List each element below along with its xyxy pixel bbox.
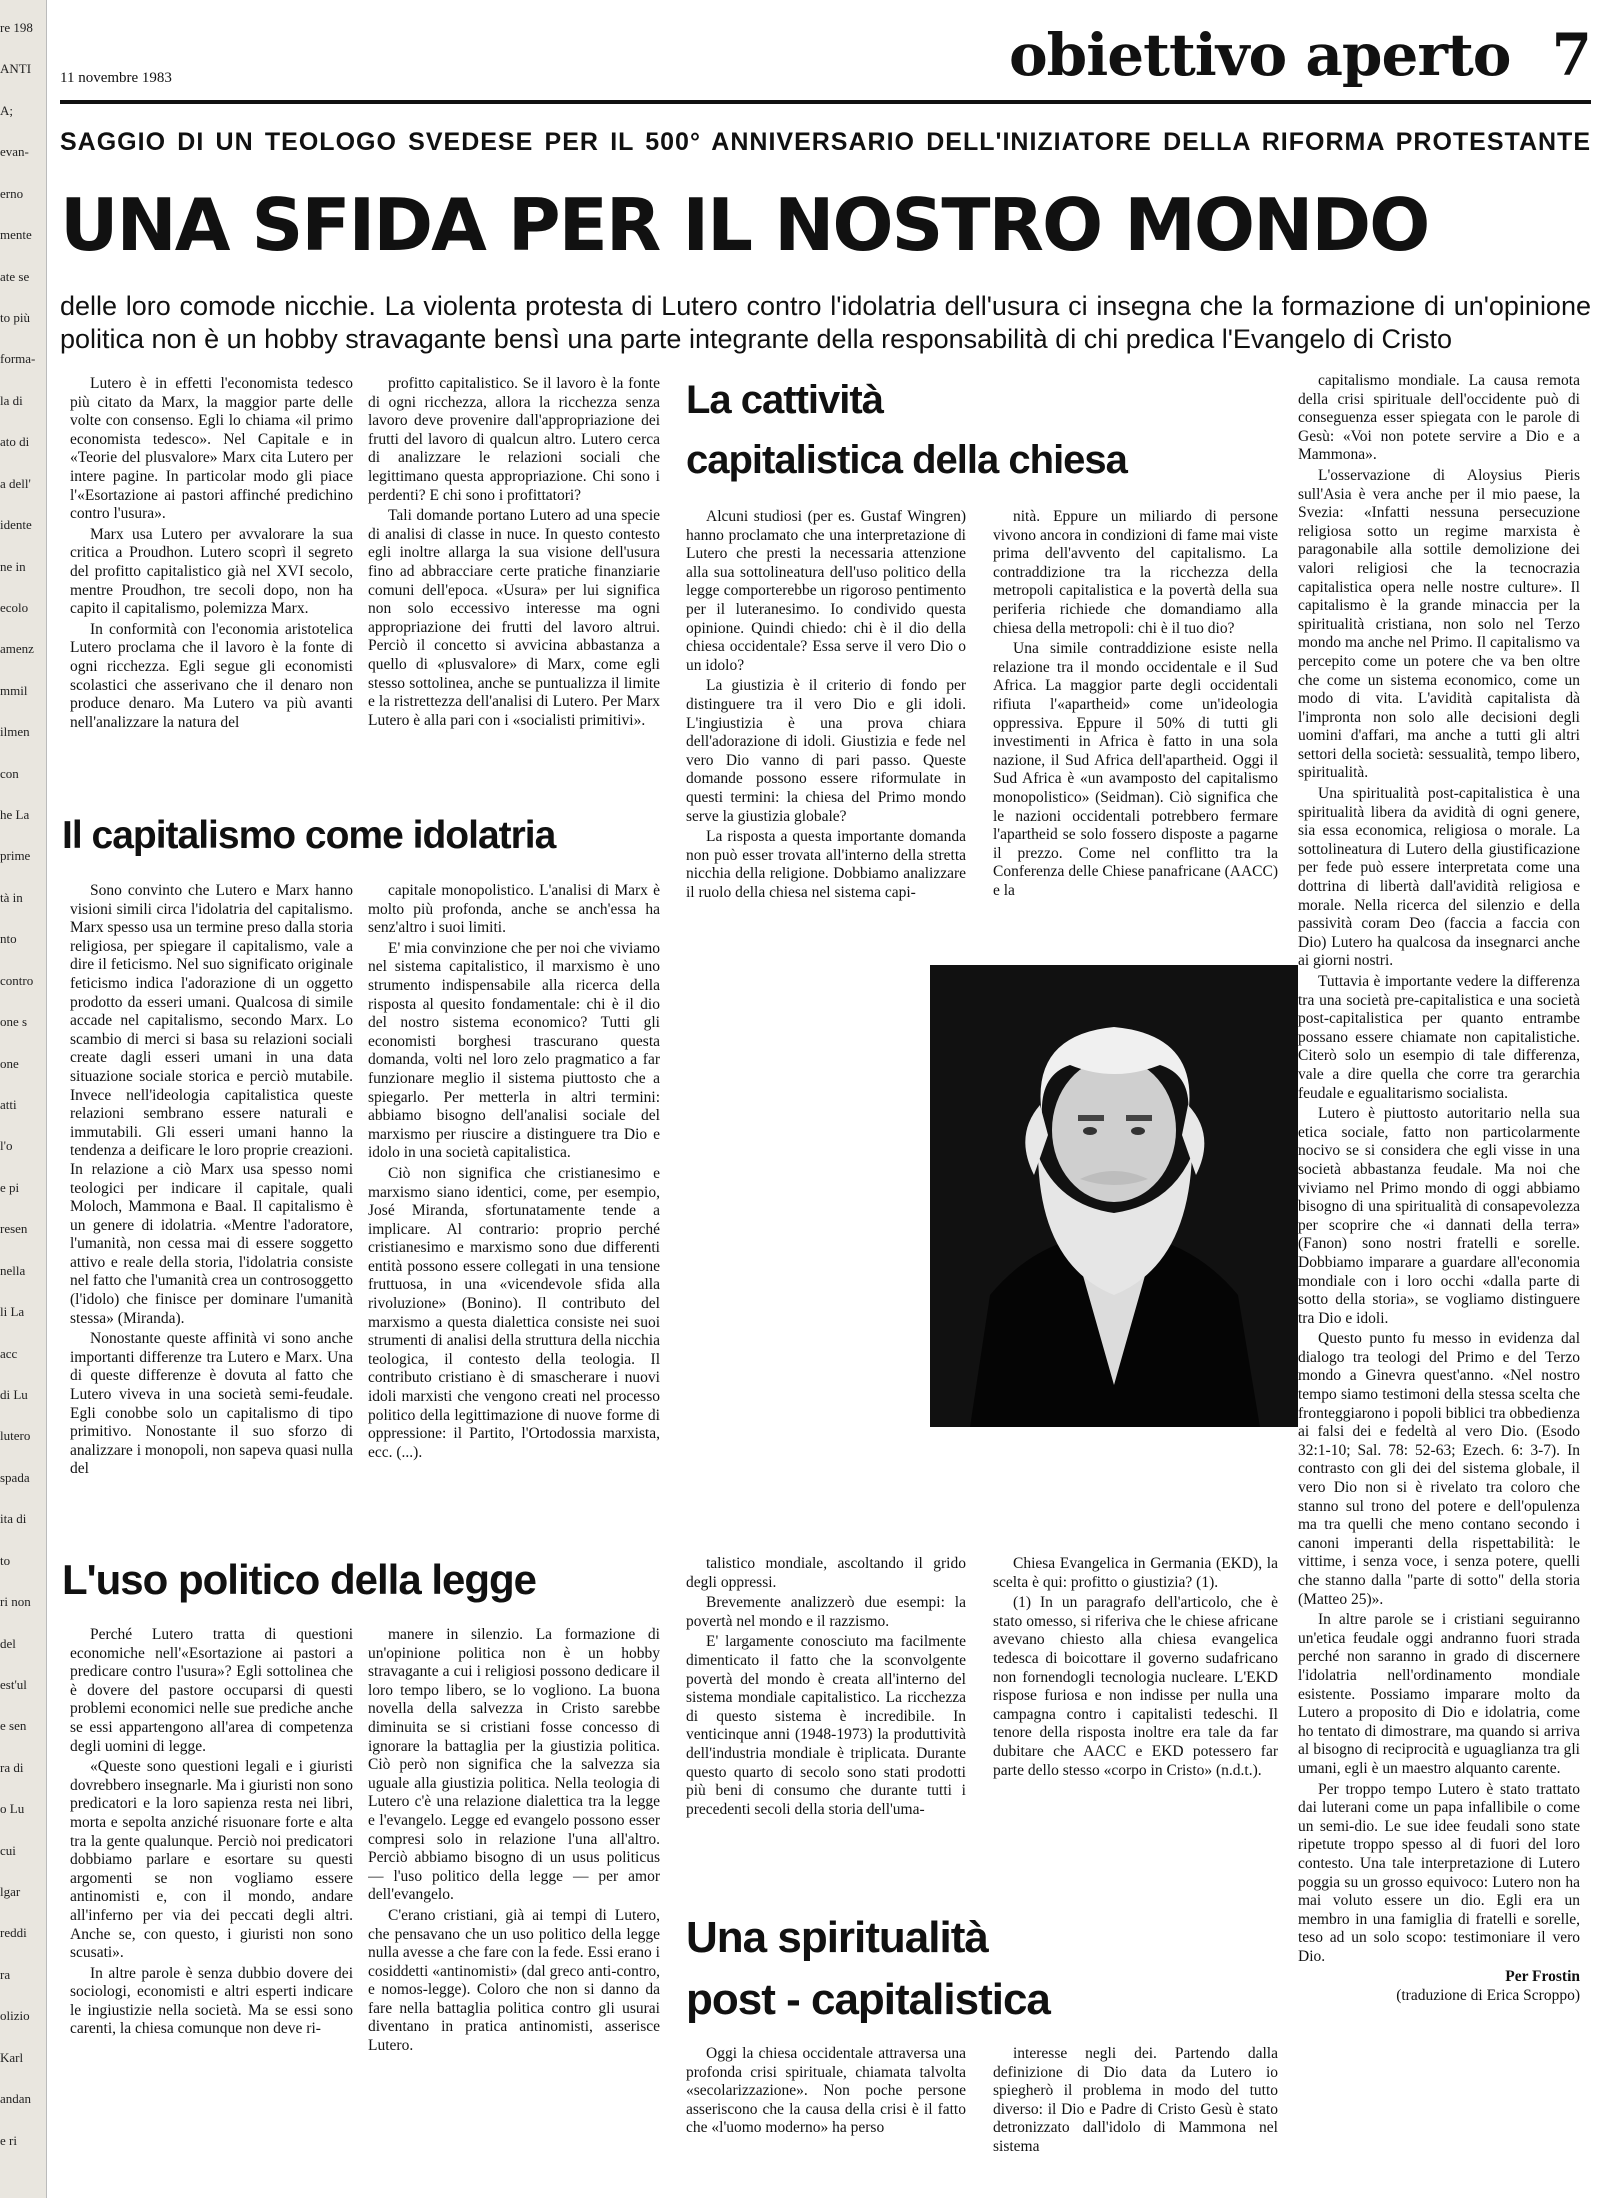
paragraph: Perché Lutero tratta di questioni economiche nell'«Esortazione ai pastori a predicare contro l'usura»? Egli sottolinea che è dovere del pastore occuparsi di questi problemi economici nelle sue prediche anche se essi appartengono all'area di competenza degli uomini di legge. bbox=[70, 1626, 353, 1755]
author-byline: Per Frostin bbox=[1505, 1968, 1580, 1986]
paragraph: E' largamente conosciuto ma facilmente dimenticato il fatto che la sconvolgente povertà del mondo è creata all'interno del sistema mondiale capitalistico. La ricchezza di questo sistema è incredibile. In venticinque anni (1948-1973) la produttività dell'industria mondiale è triplicata. Durante questo quarto di secolo sono stati prodotti più beni di consumo che durante tutti i precedenti secoli della storia dell'uma- bbox=[686, 1633, 966, 1818]
intro-column-1 bbox=[70, 375, 353, 795]
paragraph: C'erano cristiani, già ai tempi di Lutero, che pensavano che un uso politico della legge nulla avesse a che fare con la fede. Essi erano i cosiddetti «antinomisti» (dal greco anti-contro, e nomos-legge). Coloro che non si danno da fare nella battaglia politica contro gli usurai diventano in pratica antinomisti, asserisce Lutero. bbox=[368, 1906, 660, 2055]
masthead-rule bbox=[60, 100, 1591, 104]
translator-credit: (traduzione di Erica Scroppo) bbox=[1396, 1987, 1580, 2005]
lower-column-4 bbox=[993, 1555, 1278, 1885]
strip-fragment: re 198 bbox=[0, 20, 33, 35]
strip-fragment: ri non bbox=[0, 1594, 31, 1609]
strip-fragment: reddi bbox=[0, 1925, 27, 1940]
paragraph: In altre parole è senza dubbio dovere dei sociologi, economisti e altri esperti indicare le ingiustizie nella società. Ma se essi sono carenti, la chiesa comunque non deve ri- bbox=[70, 1964, 353, 2038]
strip-fragment: ra bbox=[0, 1967, 11, 1982]
paragraph: La giustizia è il criterio di fondo per distinguere tra il vero Dio e gli idoli. L'ingiustizia è una prova chiara dell'adorazione di idoli. Giustizia e fede nel vero Dio vanno di pari passo. Queste domande possono essere riformulate in questi termini: la chiesa del Primo mondo serve la giustizia globale? bbox=[686, 677, 966, 825]
paragraph: nità. Eppure un miliardo di persone vivono ancora in condizioni di fame mai viste prima dell'avvento del capitalismo. La contraddizione tra la ricchezza della metropoli capitalistica e la povertà della sua periferia richiede che domandiamo alla chiesa della metropoli: chi è il tuo dio? bbox=[993, 508, 1278, 637]
strip-fragment: di Lu bbox=[0, 1387, 28, 1402]
paragraph: (1) In un paragrafo dell'articolo, che è stato omesso, si riferiva che le chiese africane avevano chiesto alla chiesa evangelica tedesca di boicottare il governo sudafricano non fornendogli tecnologia nucleare. L'EKD rispose furiosa e non indisse per nulla una campagna contro i capitalisti tedeschi. Il tenore della risposta inoltre era tale da far dubitare che AACC e EKD potessero far parte dello stesso «corpo in Cristo» (n.d.t.). bbox=[993, 1594, 1278, 1779]
strip-fragment: li La bbox=[0, 1304, 25, 1319]
paragraph: Oggi la chiesa occidentale attraversa una profonda crisi spirituale, chiamata talvolta «secolarizzazione». Non poche persone asseriscono che la causa della crisi è il fatto che «l'uomo moderno» ha perso bbox=[686, 2045, 966, 2137]
paragraph: capitale monopolistico. L'analisi di Marx è molto più profonda, anche se anch'essa ha senz'altro i suoi limiti. bbox=[368, 882, 660, 937]
spiritualita-column-1 bbox=[686, 2045, 966, 2170]
strip-fragment: lgar bbox=[0, 1884, 21, 1899]
strip-fragment: evan- bbox=[0, 144, 29, 159]
strip-fragment: ate se bbox=[0, 269, 30, 284]
strip-fragment: ilmen bbox=[0, 724, 30, 739]
strip-fragment: tà in bbox=[0, 890, 23, 905]
intro-column-2 bbox=[368, 375, 660, 795]
strip-fragment: prime bbox=[0, 848, 31, 863]
right-column bbox=[1298, 372, 1580, 2155]
spiritualita-column-2 bbox=[993, 2045, 1278, 2170]
paragraph: Tuttavia è importante vedere la differenza tra una società pre-capitalistica e una società post-capitalistica per quanto entrambe possano essere chiamate non capitalistiche. Citerò solo un esempio di tale differenza, vale a dire quella che corre tra gerarchia feudale e egualitarismo socialista. bbox=[1298, 973, 1580, 1102]
paragraph: L'osservazione di Aloysius Pieris sull'Asia è vera anche per il mio paese, la Svezia: «Infatti nessuna persecuzione religiosa sotto un regime marxista è paragonabile alla sottile demolizione dei valori religiosi che la tecnocrazia capitalistica opera nelle nostre culture». Il capitalismo è la grande minaccia per la spiritualità cristiana, non solo nel Terzo mondo ma anche nel Primo. Il capitalismo va percepito come un potere che va ben oltre che come un sistema economico, come un modo di vita. L'avidità capitalista dà l'impronta non solo alle decisioni degli uomini d'affari, ma anche a tutti gli altri settori della società: sessualità, tempo libero, spiritualità. bbox=[1298, 466, 1580, 782]
strip-fragment: e sen bbox=[0, 1718, 27, 1733]
strip-fragment: la di bbox=[0, 393, 23, 408]
strip-fragment: atti bbox=[0, 1097, 17, 1112]
idolatria-column-2 bbox=[368, 882, 660, 1537]
strip-fragment: mmil bbox=[0, 683, 28, 698]
paragraph: Chiesa Evangelica in Germania (EKD), la scelta è qui: profitto o giustizia? (1). bbox=[993, 1555, 1278, 1591]
strip-fragment: resen bbox=[0, 1221, 28, 1236]
adjacent-page-strip bbox=[0, 0, 47, 2198]
right-column-body bbox=[1298, 372, 1580, 1966]
paragraph: Alcuni studiosi (per es. Gustaf Wingren) hanno proclamato che una interpretazione di Lutero che presti la necessaria attenzione alla sua sottolineatura dell'uso politico della legge comporterebbe un rigoroso pentimento per il luteranesimo. Io condivido questa opinione. Quindi chiedo: chi è il dio della chiesa occidentale? Essa serve il vero Dio o un idolo? bbox=[686, 508, 966, 674]
strip-fragment: a dell' bbox=[0, 476, 31, 491]
strip-fragment: one s bbox=[0, 1014, 28, 1029]
paragraph: «Queste sono questioni legali e i giuristi dovrebbero insegnarle. Ma i giuristi non sono predicatori e la loro sapienza resta nei libri, morta e sepolta anziché risuonare forte e alta tra la gente qualunque. Perciò noi predicatori dobbiamo parlare e esortare su questi argomenti se non vogliamo essere antinomisti e, con il mondo, andare all'inferno per via dei peccati degli altri. Anche se, con questo, i giuristi non sono scusati». bbox=[70, 1758, 353, 1962]
cattivita-column-1 bbox=[686, 508, 966, 933]
subhead-spiritualita-line2: post - capitalistica bbox=[686, 1975, 1050, 2024]
strip-fragment: to più bbox=[0, 310, 30, 325]
paragraph: Sono convinto che Lutero e Marx hanno visioni simili circa l'idolatria del capitalismo. Marx spesso usa un termine preso dalla storia religiosa, per spiegare il capitalismo, vale a dire il feticismo. Nel suo significato originale feticismo indica l'adorazione di un oggetto prodotto da esseri umani. Qualcosa di simile accade nel capitalismo, secondo Marx. Lo scambio di merci si basa su relazioni sociali create dagli esseri umani in una data situazione sociale storica e perciò mutabile. Invece nell'ideologia capitalistica queste relazioni sembrano essere naturali e immutabili. Gli esseri umani hanno la tendenza a deificare le loro proprie creazioni. In relazione a ciò Marx usa spesso nomi teologici per indicare il capitale, quali Moloch, Mammona e Baal. Il capitalismo è un genere di idolatria. «Mentre l'adoratore, l'umanità, non cessa mai di essere soggetto attivo e reale della storia, l'idolatria consiste nel fatto che l'umanità crea un controsoggetto (l'idolo) che finisce per dominare l'umanità stessa» (Miranda). bbox=[70, 882, 353, 1327]
paragraph: talistico mondiale, ascoltando il grido degli oppressi. bbox=[686, 1555, 966, 1591]
strip-fragment: e pi bbox=[0, 1180, 20, 1195]
strip-fragment: ato di bbox=[0, 434, 30, 449]
strip-fragment: he La bbox=[0, 807, 30, 822]
subhead-uso-politico: L'uso politico della legge bbox=[62, 1556, 537, 1603]
strip-fragment: contro bbox=[0, 973, 34, 988]
strip-fragment: ra di bbox=[0, 1760, 24, 1775]
strip-fragment: l'o bbox=[0, 1138, 13, 1153]
strip-fragment: acc bbox=[0, 1346, 18, 1361]
paragraph: E' mia convinzione che per noi che viviamo nel sistema capitalistico, il marxismo è uno strumento indispensabile alla ricerca della risposta al quesito fondamentale: chi è il dio del nostro sistema economico? Tutti gli economisti borghesi trascurano questa domanda, volti nel loro zelo pragmatico a far funzionare meglio il sistema piuttosto che a spiegarlo. Per metterla in altri termini: abbiamo bisogno dell'analisi sociale del marxismo per riuscire a distinguere tra Dio e idolo in una società capitalistica. bbox=[368, 939, 660, 1162]
section-masthead bbox=[1009, 20, 1591, 90]
strip-fragment: con bbox=[0, 766, 19, 781]
strip-fragment: del bbox=[0, 1636, 16, 1651]
strip-fragment: spada bbox=[0, 1470, 30, 1485]
issue-date: 11 novembre 1983 bbox=[60, 70, 172, 86]
article-deck: delle loro comode nicchie. La violenta protesta di Lutero contro l'idolatria dell'usura ci insegna che la formazione di un'opinione politica non è un hobby stravagante bensì una parte integrante della responsabilità di chi predica l'Evangelo di Cristo bbox=[60, 291, 1591, 354]
paragraph: manere in silenzio. La formazione di un'opinione politica non è un hobby stravagante a cui i religiosi possono dedicare il loro tempo libero, se lo vogliono. La buona novella della salvezza in Cristo sarebbe diminuita se si cristiani fosse concesso di ignorare la battaglia per la giustizia politica. Ciò però non significa che la salvezza sia uguale alla giustizia politica. Nella teologia di Lutero c'è una relazione dialettica tra la legge e l'evangelo. Legge ed evangelo possono esser compresi solo in relazione l'una all'altro. Perciò abbiamo bisogno di un usus politicus — l'uso politico della legge — per amor dell'evangelo. bbox=[368, 1626, 660, 1904]
paragraph: Per troppo tempo Lutero è stato trattato dai luterani come un papa infallibile o come un semi-dio. Le sue idee feudali sono state ripetute troppo spesso al di fuori del loro contesto. Una tale interpretazione di Lutero poggia su un grosso equivoco: Lutero non ha mai voluto essere un dio. Egli era un membro in una famiglia di fratelli e sorelle, teso ad un solo scopo: testimoniare il vero Dio. bbox=[1298, 1780, 1580, 1965]
paragraph: Nonostante queste affinità vi sono anche importanti differenze tra Lutero e Marx. Una di queste differenze è dovuta al fatto che Lutero viveva in una società semi-feudale. Egli conobbe solo un capitalismo di tipo primitivo. Nonostante il suo sforzo di analizzare i monopoli, non sapeva quasi nulla del bbox=[70, 1330, 353, 1478]
strip-fragment: forma- bbox=[0, 351, 36, 366]
marx-portrait-photo bbox=[930, 965, 1298, 1427]
legge-column-1 bbox=[70, 1626, 353, 2171]
strip-fragment: nto bbox=[0, 931, 17, 946]
strip-fragment: erno bbox=[0, 186, 24, 201]
lower-column-3 bbox=[686, 1555, 966, 1885]
paragraph: Tali domande portano Lutero ad una specie di analisi di classe in nuce. In questo contesto egli inoltre allarga la sua visione dell'usura fino ad abbracciare certe pratiche finanziarie comuni dell'epoca. «Usura» per lui significa non solo eccessivo interesse ma ogni appropriazione dei frutti del lavoro altrui. Perciò il concetto si avvicina abbastanza a quello di «plusvalore» di Marx, come egli stesso sottolinea, anche se puntualizza il limite e la ristrettezza dell'analisi di Lutero. Per Marx Lutero è alla pari con i «socialisti primitivi». bbox=[368, 507, 660, 729]
page-number: 7 bbox=[1551, 21, 1591, 89]
strip-fragment: one bbox=[0, 1056, 19, 1071]
portrait-illustration bbox=[930, 965, 1298, 1427]
subhead-spiritualita-line1: Una spiritualità bbox=[686, 1913, 988, 1962]
section-title: obiettivo aperto bbox=[1008, 21, 1511, 89]
subhead-capitalismo-idolatria: Il capitalismo come idolatria bbox=[62, 814, 556, 857]
paragraph: Una spiritualità post-capitalistica è una spiritualità libera da avidità di ogni genere, sia essa economica, religiosa o morale. La sottolineatura di Lutero della giustificazione per fede può essere interpretata come una dottrina di libertà dall'avidità religiosa e morale. Nella ricerca del silenzio e della passività coram Deo (faccia a faccia con Dio) Lutero ha qualcosa da insegnarci anche ai giorni nostri. bbox=[1298, 785, 1580, 970]
paragraph: capitalismo mondiale. La causa remota della crisi spirituale dell'occidente può di conseguenza esser spiegata con le parole di Gesù: «Voi non potete servire a Dio e a Mammona». bbox=[1298, 372, 1580, 464]
strip-fragment: olizio bbox=[0, 2008, 30, 2023]
strip-fragment: idente bbox=[0, 517, 32, 532]
strip-fragment: cui bbox=[0, 1843, 16, 1858]
strip-fragment: ne in bbox=[0, 559, 26, 574]
strip-fragment: lutero bbox=[0, 1428, 31, 1443]
paragraph: In altre parole se i cristiani seguiranno un'etica feudale oggi andranno fuori strada perché non saranno in grado di discernere l'idolatria nell'ordinamento mondiale esistente. Possiamo imparare molto da Lutero a proposito di Dio e idolatria, come ho tentato di dimostrare, ma quando si arriva al bisogno di reciprocità e uguaglianza tra gli umani, egli è un maestro alquanto carente. bbox=[1298, 1611, 1580, 1777]
paragraph: Questo punto fu messo in evidenza dal dialogo tra teologi del Primo e del Terzo mondo a Ginevra quest'anno. «Nel nostro tempo siamo testimoni della stessa scelta che fronteggiarono i popoli biblici tra obbedienza ai falsi dei e fedeltà al vero Dio. (Esodo 32:1-10; Sal. 78: 52-63; Ezech. 6: 3-7). In contrasto con gli dei del sistema globale, il vero Dio non si è rivelato tra coloro che stanno sul trono del potere e dell'opulenza ma tra quelli che meno contano secondo i canoni imperanti della rispettabilità: le vittime, i senza voce, i senza potere, quelli che stanno dalla "parte di sotto" della storia (Matteo 25)». bbox=[1298, 1330, 1580, 1608]
paragraph: In conformità con l'economia aristotelica Lutero proclama che il lavoro è la fonte di ogni ricchezza. Egli segue gli economisti scolastici che asserivano che il denaro non produce denaro. Ma Lutero va più avanti nell'analizzare la natura del bbox=[70, 620, 353, 731]
article-kicker: SAGGIO DI UN TEOLOGO SVEDESE PER IL 500° ANNIVERSARIO DELL'INIZIATORE DELLA RIFORMA PROTESTANTE bbox=[60, 128, 1591, 156]
strip-fragment: mente bbox=[0, 227, 32, 242]
subhead-cattivita-line2: capitalistica della chiesa bbox=[686, 438, 1127, 482]
paragraph: Marx usa Lutero per avvalorare la sua critica a Proudhon. Lutero scoprì il segreto del profitto capitalistico già nel XVI secolo, mentre Proudhon, tre secoli dopo, non ha capito il capitalismo, polemizza Marx. bbox=[70, 525, 353, 618]
subhead-cattivita-line1: La cattività bbox=[686, 378, 883, 422]
strip-fragment: Karl bbox=[0, 2050, 24, 2065]
strip-fragment: andan bbox=[0, 2091, 32, 2106]
paragraph: Lutero è in effetti l'economista tedesco più citato da Marx, la maggior parte delle volte con consenso. Egli lo chiama «il primo economista tedesco». Nel Capitale e in «Teorie del plusvalore» Marx cita Lutero per intere pagine. In particolar modo gli piace l'«Esortazione ai pastori affinché predichino contro l'usura». bbox=[70, 375, 353, 523]
strip-fragment: nella bbox=[0, 1263, 26, 1278]
cattivita-column-2 bbox=[993, 508, 1278, 933]
legge-column-2 bbox=[368, 1626, 660, 2171]
paragraph: Una simile contraddizione esiste nella relazione tra il mondo occidentale e il Sud Africa. La maggior parte degli occidentali rifiuta l'«apartheid» come un'ideologia oppressiva. Eppure il 50% di tutti gli investimenti in Africa è fatto in una sola nazione, il Sud Africa dell'apartheid. Oggi il Sud Africa è «un avamposto del capitalismo monopolistico» (Seidman). Ciò significa che le nazioni occidentali potrebbero fermare l'apartheid se solo fossero disposte a pagarne il prezzo. Come nel conflitto tra la Conferenza delle Chiese panafricane (AACC) e la bbox=[993, 640, 1278, 899]
paragraph: profitto capitalistico. Se il lavoro è la fonte di ogni ricchezza, allora la ricchezza senza lavoro deve provenire dall'appropriazione dei frutti del lavoro di qualcun altro. Lutero cerca di analizzare le relazioni sociali che legittimano questa appropriazione. Chi sono i perdenti? E chi sono i profittatori? bbox=[368, 375, 660, 504]
strip-fragment: ita di bbox=[0, 1511, 27, 1526]
strip-fragment: ecolo bbox=[0, 600, 29, 615]
paragraph: Ciò non significa che cristianesimo e marxismo siano identici, come, per esempio, José Miranda, sfortunatamente tende a implicare. Al contrario: proprio perché cristianesimo e marxismo sono due differenti entità possono essere collegati in una tensione fruttuosa, in una «vicendevole sfida alla rivoluzione» (Bonino). Il contributo del marxismo a questa dialettica consiste nei suoi strumenti di analisi della struttura della nicchia teologica, il contesto della teologia. Il contributo cristiano è di smascherare i nuovi idoli marxisti che vengono creati nel processo politico della legittimazione di nuove forme di oppressione: il Partito, l'Ortodossia marxista, ecc. (...). bbox=[368, 1164, 660, 1461]
strip-fragment: to bbox=[0, 1553, 11, 1568]
paragraph: La risposta a questa importante domanda non può esser trovata all'interno della stretta nicchia della religione. Dobbiamo analizzare il ruolo della chiesa nel sistema capi- bbox=[686, 828, 966, 901]
strip-fragment: est'ul bbox=[0, 1677, 27, 1692]
strip-fragment: ANTI bbox=[0, 61, 32, 76]
paragraph: interesse negli dei. Partendo dalla definizione di Dio data da Lutero io spiegherò il problema in modo del tutto diverso: il Dio e Padre di Cristo Gesù è stato detronizzato dall'idolo di Mammona nel sistema bbox=[993, 2045, 1278, 2155]
article-headline: UNA SFIDA PER IL NOSTRO MONDO bbox=[60, 183, 1429, 267]
strip-fragment: A; bbox=[0, 103, 13, 118]
paragraph: Lutero è piuttosto autoritario nella sua etica sociale, fatto non particolarmente nocivo se si considera che egli visse in una società abbastanza feudale. Ma noi che viviamo nel Primo mondo di oggi abbiamo bisogno di una spiritualità di consapevolezza per scoprire che «i dannati della terra» (Fanon) sono nostri fratelli e sorelle. Dobbiamo imparare a guardare all'economia mondiale con i loro occhi «dalla parte di sotto della storia», se vogliamo distinguere tra Dio e idoli. bbox=[1298, 1105, 1580, 1327]
strip-fragment: o Lu bbox=[0, 1801, 25, 1816]
paragraph: Brevemente analizzerò due esempi: la povertà nel mondo e il razzismo. bbox=[686, 1594, 966, 1630]
strip-fragment: amenz bbox=[0, 641, 34, 656]
strip-fragment: e ri bbox=[0, 2133, 17, 2148]
idolatria-column-1 bbox=[70, 882, 353, 1537]
